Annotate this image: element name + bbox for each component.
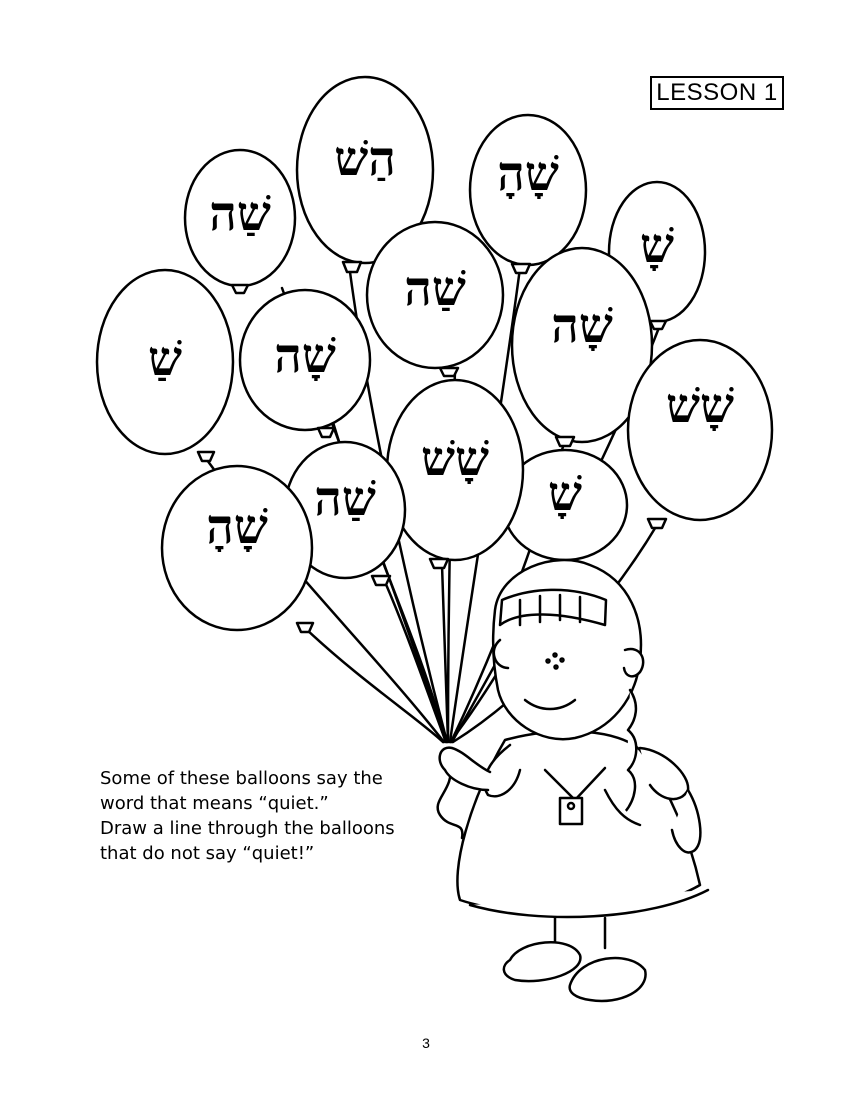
balloon-label-center-left: שָׁה: [274, 328, 336, 384]
instructions-line: Some of these balloons say the: [100, 768, 383, 789]
balloon-label-bottom-center-left: שַׁה: [314, 471, 376, 527]
balloon-label-left: שַׁ: [148, 331, 182, 387]
balloon-label-top-center: הַשׁ: [334, 131, 396, 187]
balloon-label-top-right: שָׁהָ: [497, 146, 559, 202]
balloon-label-center: שַׁה: [404, 261, 466, 317]
balloon-label-far-right-top: שָׁ: [640, 218, 674, 274]
balloon-label-top-left-small: שַׁה: [209, 186, 271, 242]
balloon-label-center-right: שָׁה: [551, 298, 613, 354]
instructions-line: word that means “quiet.”: [100, 793, 329, 814]
instructions-line: Draw a line through the balloons: [100, 818, 395, 839]
balloon-label-bottom-right: שָׁ: [548, 466, 582, 522]
lesson-badge: LESSON 1: [650, 76, 784, 110]
page-number: 3: [422, 1035, 430, 1051]
balloon-label-far-right-middle: שָׁשׁ: [666, 378, 734, 434]
balloon-shapes: [97, 77, 772, 632]
instructions-line: that do not say “quiet!”: [100, 843, 315, 864]
instructions-text: [100, 766, 400, 866]
balloon-label-bottom-center: שָׁשׁ: [421, 431, 489, 487]
girl-figure: [440, 560, 708, 1001]
balloon-label-bottom-left: שָׁהָ: [206, 499, 268, 555]
